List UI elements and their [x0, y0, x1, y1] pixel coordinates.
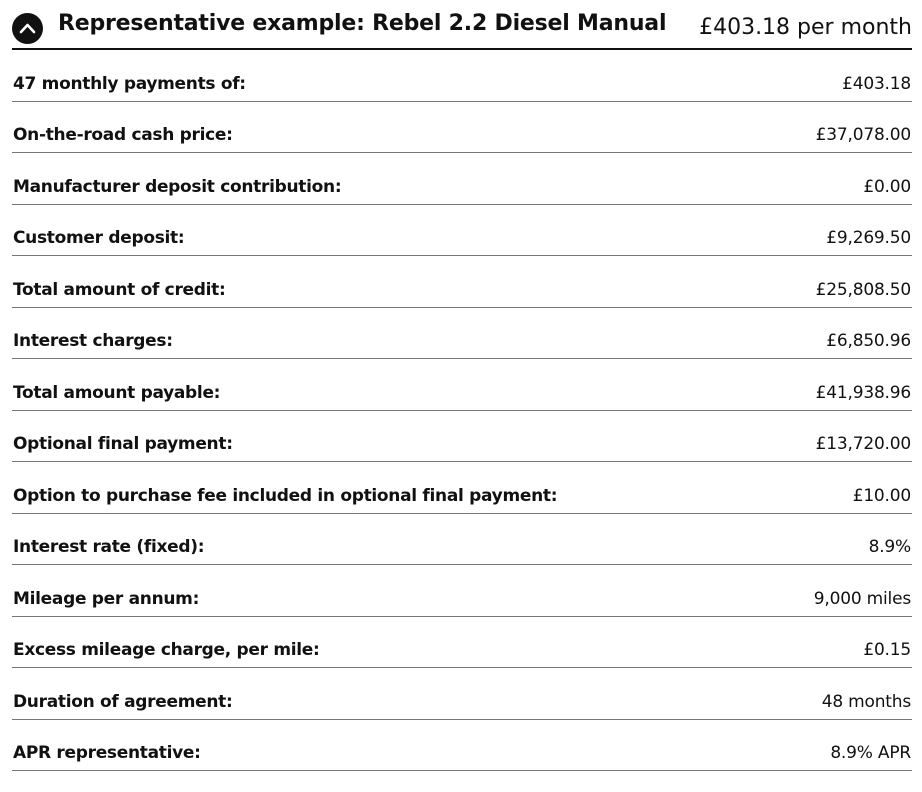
row-label: Total amount of credit:: [13, 279, 226, 300]
monthly-price: £403.18 per month: [699, 15, 912, 40]
row-value: 9,000 miles: [813, 588, 911, 609]
row-label: Optional final payment:: [13, 434, 233, 454]
chevron-up-icon: [19, 21, 36, 36]
row-value: £0.15: [863, 640, 911, 660]
row-label: Option to purchase fee included in optional final payment:: [13, 485, 558, 506]
row-value: £6,850.96: [826, 331, 911, 351]
row-label: APR representative:: [13, 743, 201, 763]
finance-example-header[interactable]: [12, 0, 912, 50]
table-row: [12, 617, 912, 669]
table-row: [12, 565, 912, 617]
table-row: [12, 411, 912, 463]
row-value: £25,808.50: [815, 279, 911, 300]
table-row: [12, 102, 912, 154]
row-value: £9,269.50: [826, 228, 911, 248]
row-label: Interest rate (fixed):: [13, 537, 205, 557]
row-label: 47 monthly payments of:: [13, 73, 246, 94]
row-label: Manufacturer deposit contribution:: [13, 176, 342, 197]
row-label: On-the-road cash price:: [13, 125, 233, 145]
row-value: £13,720.00: [815, 434, 911, 454]
row-value: 8.9% APR: [830, 743, 911, 763]
table-row: [12, 514, 912, 566]
row-label: Interest charges:: [13, 331, 173, 351]
row-value: £37,078.00: [815, 125, 911, 145]
table-row: [12, 50, 912, 102]
table-row: [12, 359, 912, 411]
finance-details-table: [12, 50, 912, 771]
row-label: Mileage per annum:: [13, 588, 200, 609]
table-row: [12, 462, 912, 514]
collapse-toggle-button[interactable]: [12, 13, 43, 44]
row-value: 48 months: [821, 691, 911, 712]
row-value: £403.18: [842, 73, 911, 94]
table-row: [12, 720, 912, 772]
table-row: [12, 308, 912, 360]
example-title: Representative example: Rebel 2.2 Diesel Manual: [58, 11, 667, 36]
row-value: £41,938.96: [815, 382, 911, 403]
table-row: [12, 205, 912, 257]
row-label: Excess mileage charge, per mile:: [13, 640, 320, 660]
row-value: 8.9%: [868, 537, 911, 557]
row-label: Total amount payable:: [13, 382, 221, 403]
row-label: Customer deposit:: [13, 228, 185, 248]
row-value: £10.00: [852, 485, 911, 506]
table-row: [12, 153, 912, 205]
table-row: [12, 256, 912, 308]
row-label: Duration of agreement:: [13, 691, 233, 712]
row-value: £0.00: [863, 176, 911, 197]
table-row: [12, 668, 912, 720]
